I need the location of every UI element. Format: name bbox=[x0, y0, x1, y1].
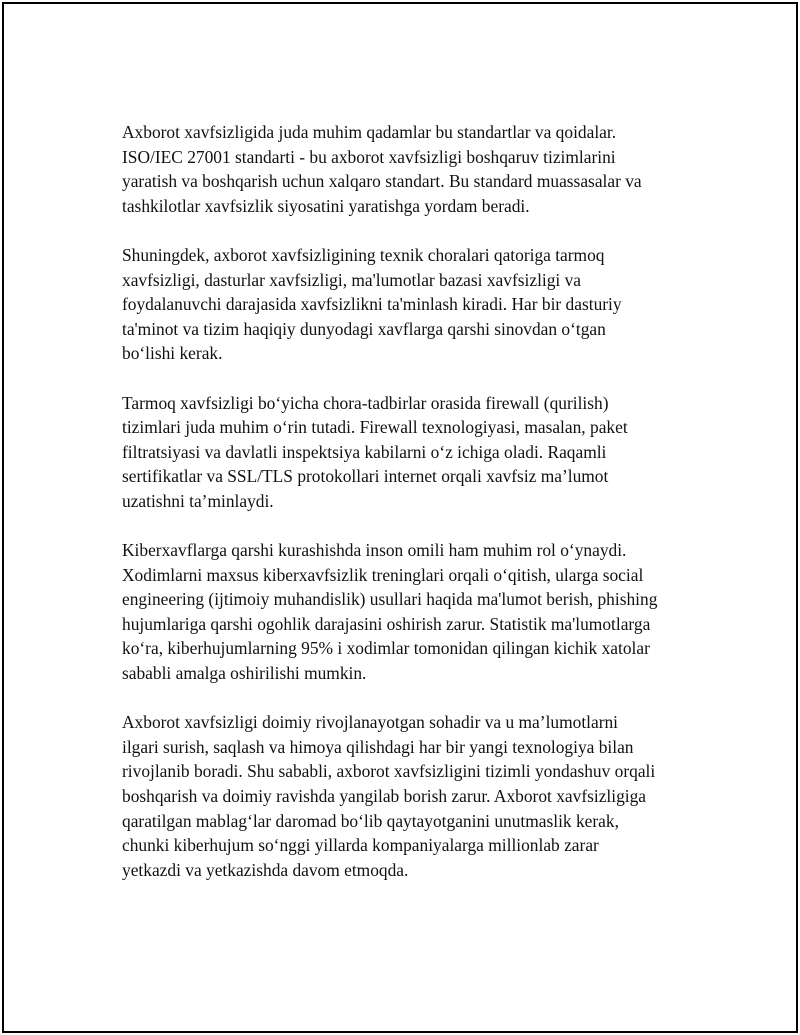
text-line: rivojlanib boradi. Shu sababli, axborot xavfsizligini tizimli yondashuv orqali bbox=[122, 761, 656, 782]
document-body bbox=[122, 120, 722, 907]
text-line: Xodimlarni maxsus kiberxavfsizlik treninglari orqali o‘qitish, ularga social bbox=[122, 564, 644, 585]
text-line: bo‘lishi kerak. bbox=[122, 343, 223, 364]
text-line: sertifikatlar va SSL/TLS protokollari internet orqali xavfsiz ma’lumot bbox=[122, 466, 609, 487]
text-line: boshqarish va doimiy ravishda yangilab borish zarur. Axborot xavfsizligiga bbox=[122, 786, 647, 807]
text-line: hujumlariga qarshi ogohlik darajasini oshirish zarur. Statistik ma'lumotlarga bbox=[122, 613, 651, 634]
text-line: Axborot xavfsizligida juda muhim qadamlar bu standartlar va qoidalar. bbox=[122, 122, 617, 142]
text-line: Tarmoq xavfsizligi bo‘yicha chora-tadbirlar orasida firewall (qurilish) bbox=[122, 392, 609, 413]
text-line: uzatishni ta’minlaydi. bbox=[122, 490, 274, 511]
text-line: yaratish va boshqarish uchun xalqaro standart. Bu standard muassasalar va bbox=[122, 171, 642, 192]
text-line: yetkazdi va yetkazishda davom etmoqda. bbox=[122, 859, 409, 880]
text-line: chunki kiberhujum so‘nggi yillarda kompaniyalarga millionlab zarar bbox=[122, 835, 599, 856]
paragraph-human-factor bbox=[122, 538, 722, 686]
paragraph-standards bbox=[122, 120, 722, 218]
text-line: engineering (ijtimoiy muhandislik) usullari haqida ma'lumot berish, phishing bbox=[122, 589, 658, 610]
text-line: xavfsizligi, dasturlar xavfsizligi, ma'lumotlar bazasi xavfsizligi va bbox=[122, 269, 582, 290]
text-line: tashkilotlar xavfsizlik siyosatini yaratishga yordam beradi. bbox=[122, 195, 530, 216]
paragraph-network-security bbox=[122, 391, 722, 514]
text-line: foydalanuvchi darajasida xavfsizlikni ta'minlash kiradi. Har bir dasturiy bbox=[122, 294, 622, 315]
text-line: ISO/IEC 27001 standarti - bu axborot xavfsizligi boshqaruv tizimlarini bbox=[122, 146, 616, 167]
text-line: tizimlari juda muhim o‘rin tutadi. Firewall texnologiyasi, masalan, paket bbox=[122, 417, 628, 438]
text-line: ta'minot va tizim haqiqiy dunyodagi xavflarga qarshi sinovdan o‘tgan bbox=[122, 318, 606, 339]
text-line: sababli amalga oshirilishi mumkin. bbox=[122, 663, 367, 684]
text-line: Kiberxavflarga qarshi kurashishda inson omili ham muhim rol o‘ynaydi. bbox=[122, 540, 627, 561]
text-line: Axborot xavfsizligi doimiy rivojlanayotgan sohadir va u ma’lumotlarni bbox=[122, 712, 619, 733]
text-line: qaratilgan mablag‘lar daromad bo‘lib qaytayotganini unutmaslik kerak, bbox=[122, 810, 619, 831]
paragraph-conclusion bbox=[122, 710, 722, 882]
paragraph-technical-measures bbox=[122, 243, 722, 366]
text-line: ilgari surish, saqlash va himoya qilishdagi har bir yangi texnologiya bilan bbox=[122, 736, 634, 757]
text-line: filtratsiyasi va davlatli inspektsiya kabilarni o‘z ichiga oladi. Raqamli bbox=[122, 441, 607, 462]
text-line: Shuningdek, axborot xavfsizligining texnik choralari qatoriga tarmoq bbox=[122, 244, 605, 265]
page-frame bbox=[2, 2, 798, 1033]
text-line: ko‘ra, kiberhujumlarning 95% i xodimlar tomonidan qilingan kichik xatolar bbox=[122, 638, 650, 659]
